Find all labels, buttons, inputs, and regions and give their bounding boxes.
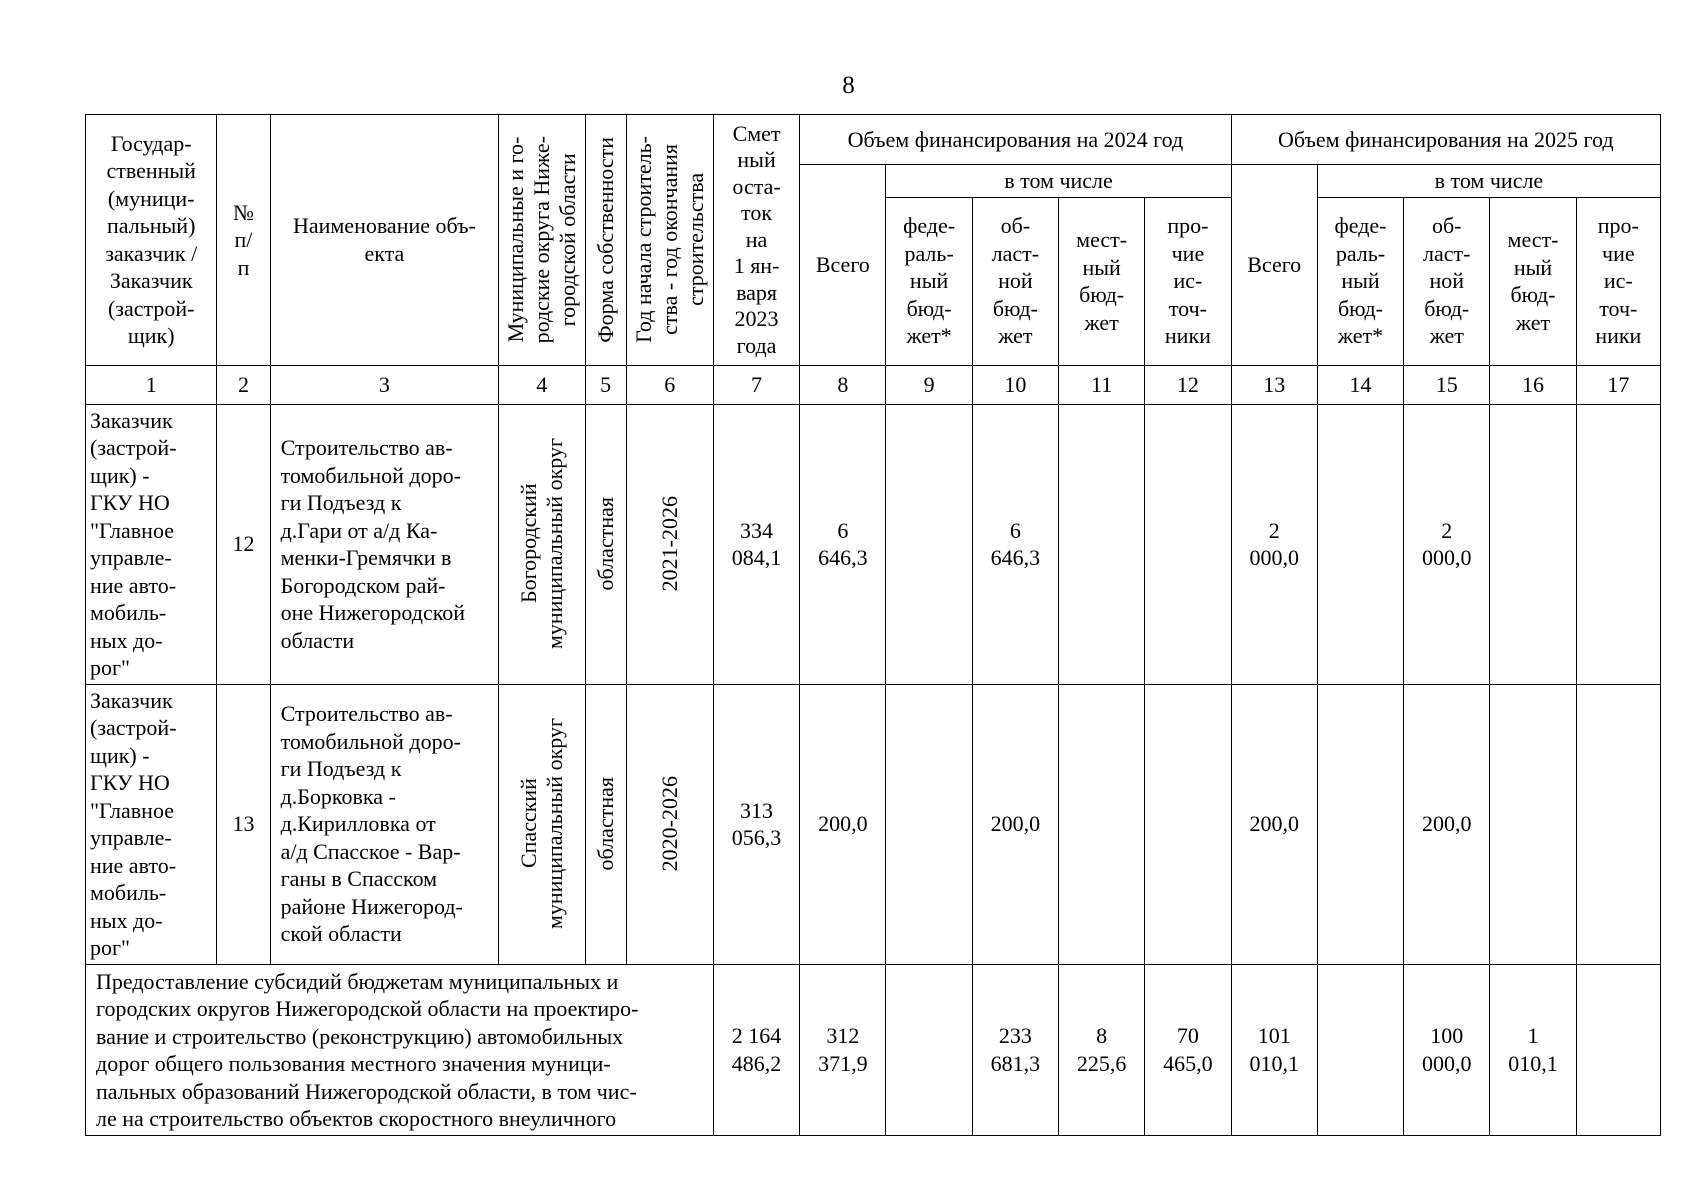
subsidy-other-2024: 70 465,0 [1145, 964, 1231, 1135]
column-number: 1 [86, 365, 217, 404]
header-local-2025: мест- ный бюд- жет [1490, 197, 1576, 365]
row-total-2024: 6 646,3 [800, 404, 886, 684]
row-federal-2025 [1317, 404, 1403, 684]
row-years: 2020-2026 [626, 684, 713, 964]
header-fin-2025: Объем финансирования на 2025 год [1231, 115, 1660, 165]
row-regional-2025: 2 000,0 [1404, 404, 1490, 684]
row-object-name: Строительство ав- томобильной доро- ги Подъезд к д.Гари от а/д Ка- менки-Гремячки в Богородском рай- оне Нижегородской области [270, 404, 499, 684]
column-number: 13 [1231, 365, 1317, 404]
row-local-2024 [1058, 404, 1144, 684]
row-customer: Заказчик (застрой- щик) - ГКУ НО "Главное управле- ние авто- мобиль- ных до- рог" [86, 684, 217, 964]
subsidy-federal-2025 [1317, 964, 1403, 1135]
row-other-2025 [1576, 684, 1660, 964]
header-other-2024: про- чие ис- точ- ники [1145, 197, 1231, 365]
row-other-2024 [1145, 404, 1231, 684]
row-ownership: областная [585, 404, 626, 684]
column-number: 11 [1058, 365, 1144, 404]
page-number: 8 [842, 72, 855, 99]
header-including-2025: в том числе [1317, 165, 1660, 198]
row-other-2024 [1145, 684, 1231, 964]
row-local-2025 [1490, 404, 1576, 684]
header-row [86, 115, 1661, 165]
row-ownership: областная [585, 684, 626, 964]
row-total-2025: 200,0 [1231, 684, 1317, 964]
subsidy-local-2025: 1 010,1 [1490, 964, 1576, 1135]
column-number: 9 [886, 365, 972, 404]
subsidy-regional-2024: 233 681,3 [972, 964, 1058, 1135]
subsidy-federal-2024 [886, 964, 972, 1135]
header-object-name: Наименование объ- екта [270, 115, 499, 366]
row-total-2024: 200,0 [800, 684, 886, 964]
row-years: 2021-2026 [626, 404, 713, 684]
column-number: 17 [1576, 365, 1660, 404]
subsidy-description: Предоставление субсидий бюджетам муниципальных и городских округов Нижегородской области на проектиро- вание и строительство (реконструкцию) автомобильных дорог общего пользования местного значения муници- пальных образований Нижегородской области, в том чис- ле на строительство объектов скоростного внеуличного [86, 964, 714, 1135]
header-ownership: Форма собственности [585, 115, 626, 366]
column-number: 16 [1490, 365, 1576, 404]
row-balance: 313 056,3 [713, 684, 799, 964]
row-federal-2025 [1317, 684, 1403, 964]
column-number: 8 [800, 365, 886, 404]
header-federal-2024: феде- раль- ный бюд- жет* [886, 197, 972, 365]
row-number: 12 [217, 404, 270, 684]
financing-table [85, 114, 1661, 1136]
row-federal-2024 [886, 404, 972, 684]
subsidy-other-2025 [1576, 964, 1660, 1135]
header-local-2024: мест- ный бюд- жет [1058, 197, 1144, 365]
header-regional-2024: об- ласт- ной бюд- жет [972, 197, 1058, 365]
header-other-2025: про- чие ис- точ- ники [1576, 197, 1660, 365]
header-fin-2024: Объем финансирования на 2024 год [800, 115, 1231, 165]
row-municipality: Богородский муниципальный округ [499, 404, 585, 684]
column-number: 2 [217, 365, 270, 404]
row-regional-2024: 6 646,3 [972, 404, 1058, 684]
row-regional-2024: 200,0 [972, 684, 1058, 964]
header-balance: Смет ный оста- ток на 1 ян- варя 2023 года [713, 115, 799, 366]
header-number: № п/ п [217, 115, 270, 366]
row-municipality: Спасский муниципальный округ [499, 684, 585, 964]
column-number: 3 [270, 365, 499, 404]
subsidy-total-2024: 312 371,9 [800, 964, 886, 1135]
header-customer: Государ- ственный (муници- пальный) заказчик / Заказчик (застрой- щик) [86, 115, 217, 366]
header-regional-2025: об- ласт- ной бюд- жет [1404, 197, 1490, 365]
subsidy-total-2025: 101 010,1 [1231, 964, 1317, 1135]
row-total-2025: 2 000,0 [1231, 404, 1317, 684]
subsidy-balance: 2 164 486,2 [713, 964, 799, 1135]
column-number: 4 [499, 365, 585, 404]
column-number: 14 [1317, 365, 1403, 404]
row-object-name: Строительство ав- томобильной доро- ги Подъезд к д.Борковка - д.Кирилловка от а/д Спасское - Вар- ганы в Спасском районе Нижегород- ской области [270, 684, 499, 964]
row-regional-2025: 200,0 [1404, 684, 1490, 964]
header-municipality: Муниципальные и го- родские округа Ниже- городской области [499, 115, 585, 366]
header-total-2025: Всего [1231, 165, 1317, 366]
header-years: Год начала строитель- ства - год окончания строительства [626, 115, 713, 366]
header-including-2024: в том числе [886, 165, 1231, 198]
subsidy-local-2024: 8 225,6 [1058, 964, 1144, 1135]
row-other-2025 [1576, 404, 1660, 684]
header-federal-2025: феде- раль- ный бюд- жет* [1317, 197, 1403, 365]
table-row [86, 684, 1661, 964]
row-balance: 334 084,1 [713, 404, 799, 684]
row-number: 13 [217, 684, 270, 964]
row-local-2025 [1490, 684, 1576, 964]
column-numbers-row [86, 365, 1661, 404]
row-local-2024 [1058, 684, 1144, 964]
column-number: 12 [1145, 365, 1231, 404]
row-federal-2024 [886, 684, 972, 964]
column-number: 7 [713, 365, 799, 404]
row-customer: Заказчик (застрой- щик) - ГКУ НО "Главное управле- ние авто- мобиль- ных до- рог" [86, 404, 217, 684]
table-row [86, 964, 1661, 1135]
column-number: 6 [626, 365, 713, 404]
subsidy-regional-2025: 100 000,0 [1404, 964, 1490, 1135]
header-total-2024: Всего [800, 165, 886, 366]
column-number: 15 [1404, 365, 1490, 404]
table-row [86, 404, 1661, 684]
column-number: 10 [972, 365, 1058, 404]
column-number: 5 [585, 365, 626, 404]
